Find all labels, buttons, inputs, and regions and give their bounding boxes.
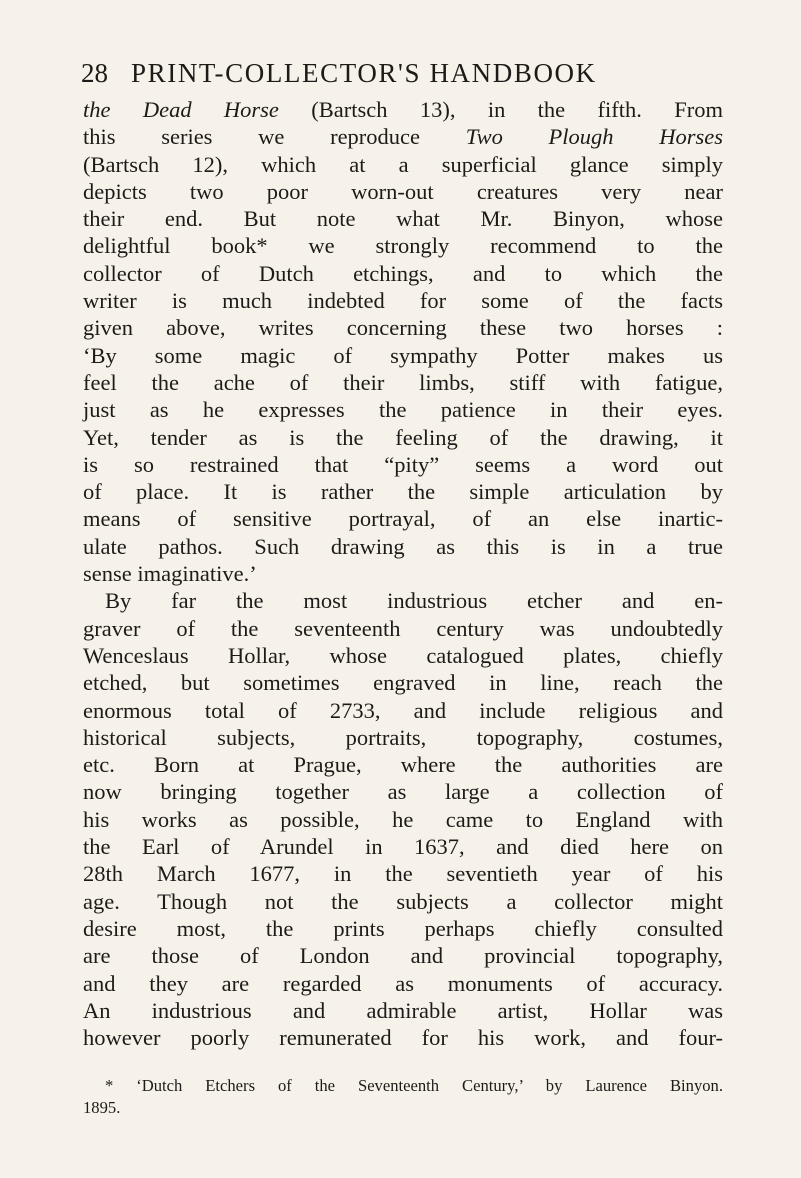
body-line: of place. It is rather the simple articulation by (83, 479, 723, 505)
body-line: 28th March 1677, in the seventieth year of his (83, 861, 723, 887)
line-text: this series we reproduce (83, 124, 466, 150)
body-line: writer is much indebted for some of the facts (83, 288, 723, 314)
body-line: Yet, tender as is the feeling of the drawing, it (83, 424, 723, 450)
body-line: Wenceslaus Hollar, whose catalogued plates, chiefly (83, 642, 723, 668)
body-line: ulate pathos. Such drawing as this is in a true (83, 533, 723, 559)
body-line: depicts two poor worn-out creatures very near (83, 178, 723, 204)
body-line: etc. Born at Prague, where the authorities are (83, 752, 723, 778)
footnote-line: * ‘Dutch Etchers of the Seventeenth Century,’ by Laurence Binyon. (105, 1076, 723, 1095)
body-line: By far the most industrious etcher and en- (105, 588, 723, 614)
line-text: (Bartsch 13), in the fifth. From (278, 97, 723, 122)
body-line: however poorly remunerated for his work, and four- (83, 1025, 723, 1051)
body-line: given above, writes concerning these two horses : (83, 315, 723, 341)
body-line: now bringing together as large a collection of (83, 779, 723, 805)
body-line: enormous total of 2733, and include religious and (83, 697, 723, 723)
body-line: his works as possible, he came to England with (83, 806, 723, 832)
page-header (0, 56, 801, 90)
italic-title: the Dead Horse (83, 97, 279, 122)
body-line: (Bartsch 12), which at a superficial glance simply (83, 151, 723, 177)
body-line: An industrious and admirable artist, Hollar was (83, 997, 723, 1023)
body-line: the Earl of Arundel in 1637, and died here on (83, 834, 723, 860)
body-line: just as he expresses the patience in their eyes. (83, 397, 723, 423)
body-line: age. Though not the subjects a collector might (83, 888, 723, 914)
running-head: PRINT-COLLECTOR'S HANDBOOK (131, 58, 597, 88)
body-text (83, 96, 723, 1051)
italic-title: Two Plough Horses (465, 124, 723, 150)
body-line: are those of London and provincial topography, (83, 943, 723, 969)
footnote (83, 1075, 723, 1119)
body-line: ‘By some magic of sympathy Potter makes us (83, 342, 723, 368)
body-line: historical subjects, portraits, topography, costumes, (83, 724, 723, 750)
body-line: collector of Dutch etchings, and to which the (83, 260, 723, 286)
body-line: desire most, the prints perhaps chiefly consulted (83, 915, 723, 941)
body-line: feel the ache of their limbs, stiff with fatigue, (83, 369, 723, 395)
footnote-line: 1895. (83, 1098, 121, 1117)
body-line: etched, but sometimes engraved in line, reach the (83, 670, 723, 696)
body-line: and they are regarded as monuments of accuracy. (83, 970, 723, 996)
body-line: their end. But note what Mr. Binyon, whose (83, 206, 723, 232)
body-line: is so restrained that “pity” seems a word out (83, 451, 723, 477)
body-line: graver of the seventeenth century was undoubtedly (83, 615, 723, 641)
body-line (83, 123, 723, 150)
page-number: 28 (81, 58, 108, 88)
body-line: sense imaginative.’ (83, 561, 257, 587)
body-line (83, 96, 723, 123)
body-line: means of sensitive portrayal, of an else inartic- (83, 506, 723, 532)
body-line: delightful book* we strongly recommend to the (83, 233, 723, 259)
